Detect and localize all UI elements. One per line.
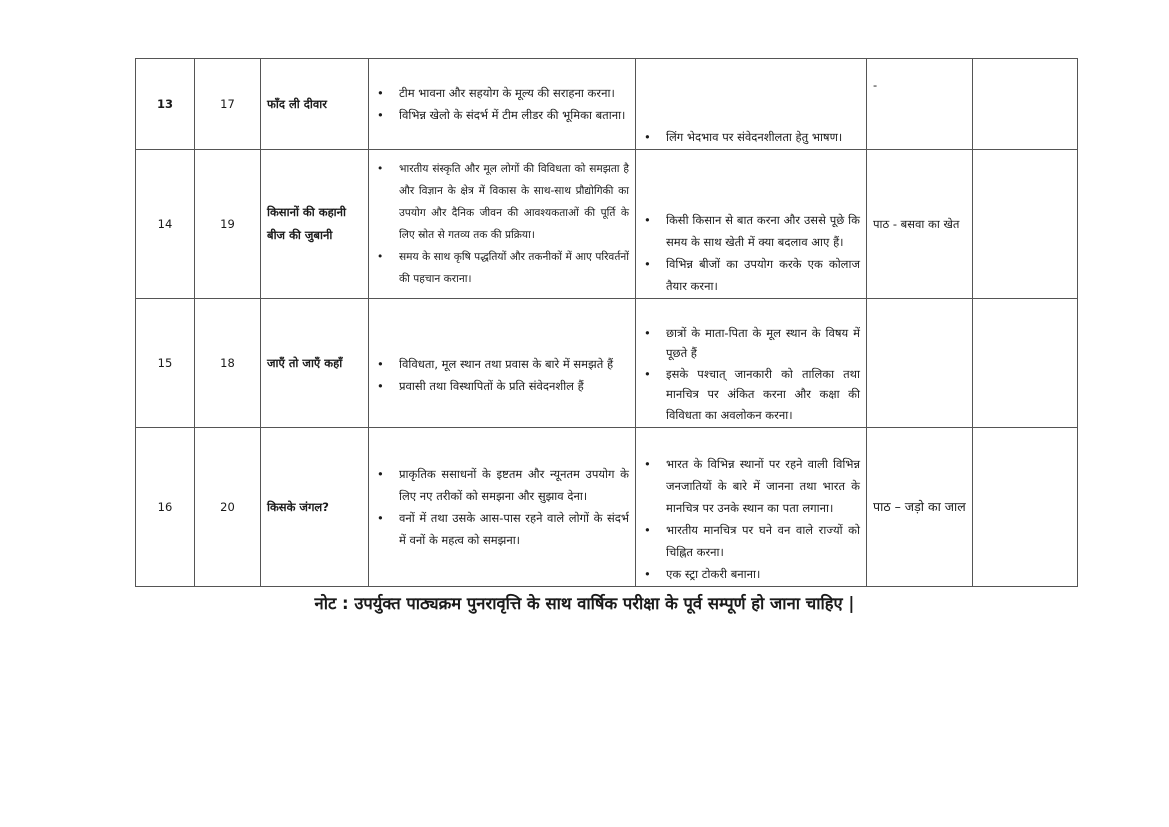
chapter-name-cell: जाएँ तो जाएँ कहाँ [261, 299, 369, 428]
remarks-cell [973, 59, 1078, 150]
objectives-list [375, 158, 629, 290]
serial-number-cell: 13 [136, 59, 195, 150]
remarks-cell [973, 150, 1078, 299]
table-row [136, 59, 1078, 150]
list-item: • विविधता, मूल स्थान तथा प्रवास के बारे में समझते हैं [375, 353, 629, 375]
objectives-list [375, 463, 629, 551]
objectives-cell [369, 299, 636, 428]
resource-cell: - [867, 59, 973, 150]
resource-cell [867, 299, 973, 428]
chapter-number-cell: 18 [195, 299, 261, 428]
chapter-number-cell: 20 [195, 428, 261, 587]
table-row [136, 299, 1078, 428]
table-row [136, 428, 1078, 587]
list-item: • किसी किसान से बात करना और उससे पूछे कि समय के साथ खेती में क्या बदलाव आए हैं। [642, 209, 860, 253]
activities-cell [636, 150, 867, 299]
serial-number-cell: 15 [136, 299, 195, 428]
list-item: • समय के साथ कृषि पद्धतियों और तकनीकों में आए परिवर्तनों की पहचान कराना। [375, 246, 629, 290]
list-item: • प्राकृतिक ससाधनों के इष्टतम और न्यूनतम उपयोग के लिए नए तरीकों को समझना और सुझाव देना। [375, 463, 629, 507]
syllabus-table [135, 58, 1078, 587]
list-item: • छात्रों के माता-पिता के मूल स्थान के विषय में पूछते हैं [642, 323, 860, 364]
list-item: • वनों में तथा उसके आस-पास रहने वाले लोगों के संदर्भ में वनों के महत्व को समझना। [375, 507, 629, 551]
remarks-cell [973, 428, 1078, 587]
objectives-cell [369, 150, 636, 299]
serial-number-cell: 14 [136, 150, 195, 299]
chapter-name-cell: किसके जंगल? [261, 428, 369, 587]
completion-note: नोट : उपर्युक्त पाठ्यक्रम पुनरावृत्ति के साथ वार्षिक परीक्षा के पूर्व सम्पूर्ण हो जाना चाहिए | [314, 594, 855, 613]
resource-cell: पाठ - बसवा का खेत [867, 150, 973, 299]
list-item: • विभिन्न बीजों का उपयोग करके एक कोलाज तैयार करना। [642, 253, 860, 297]
remarks-cell [973, 299, 1078, 428]
list-item: • टीम भावना और सहयोग के मूल्य की सराहना करना। [375, 82, 629, 104]
chapter-name-cell: किसानों की कहानी बीज की जुबानी [261, 150, 369, 299]
objectives-cell [369, 59, 636, 150]
activities-cell [636, 428, 867, 587]
serial-number-cell: 16 [136, 428, 195, 587]
activities-list [642, 453, 860, 585]
objectives-list [375, 82, 629, 126]
list-item: • भारत के विभिन्न स्थानों पर रहने वाली विभिन्न जनजातियों के बारे में जानना तथा भारत के मानचित्र पर उनके स्थान का पता लगाना। [642, 453, 860, 519]
list-item: • प्रवासी तथा विस्थापितों के प्रति संवेदनशील हैं [375, 375, 629, 397]
chapter-number-cell: 19 [195, 150, 261, 299]
list-item: • लिंग भेदभाव पर संवेदनशीलता हेतु भाषण। [642, 126, 860, 148]
chapter-number-cell: 17 [195, 59, 261, 150]
activities-cell [636, 59, 867, 150]
list-item: • विभिन्न खेलो के संदर्भ में टीम लीडर की भूमिका बताना। [375, 104, 629, 126]
list-item: • इसके पश्चात् जानकारी को तालिका तथा मानचित्र पर अंकित करना और कक्षा की विविधता का अवलोकन करना। [642, 364, 860, 426]
activities-list [642, 209, 860, 297]
chapter-name-cell: फाँद ली दीवार [261, 59, 369, 150]
objectives-list [375, 353, 629, 397]
resource-cell: पाठ – जड़ो का जाल [867, 428, 973, 587]
list-item: • भारतीय संस्कृति और मूल लोगों की विविधता को समझता है और विज्ञान के क्षेत्र में विकास के साथ-साथ प्रौद्योगिकी का उपयोग और दैनिक जीवन की आवश्यकताओं की पूर्ति के लिए स्रोत से गतव्य तक की प्रक्रिया। [375, 158, 629, 246]
activities-list [642, 126, 860, 148]
activities-list [642, 323, 860, 426]
list-item: • भारतीय मानचित्र पर घने वन वाले राज्यों को चिह्नित करना। [642, 519, 860, 563]
activities-cell [636, 299, 867, 428]
objectives-cell [369, 428, 636, 587]
list-item: • एक स्ट्रा टोकरी बनाना। [642, 563, 860, 585]
table-row [136, 150, 1078, 299]
